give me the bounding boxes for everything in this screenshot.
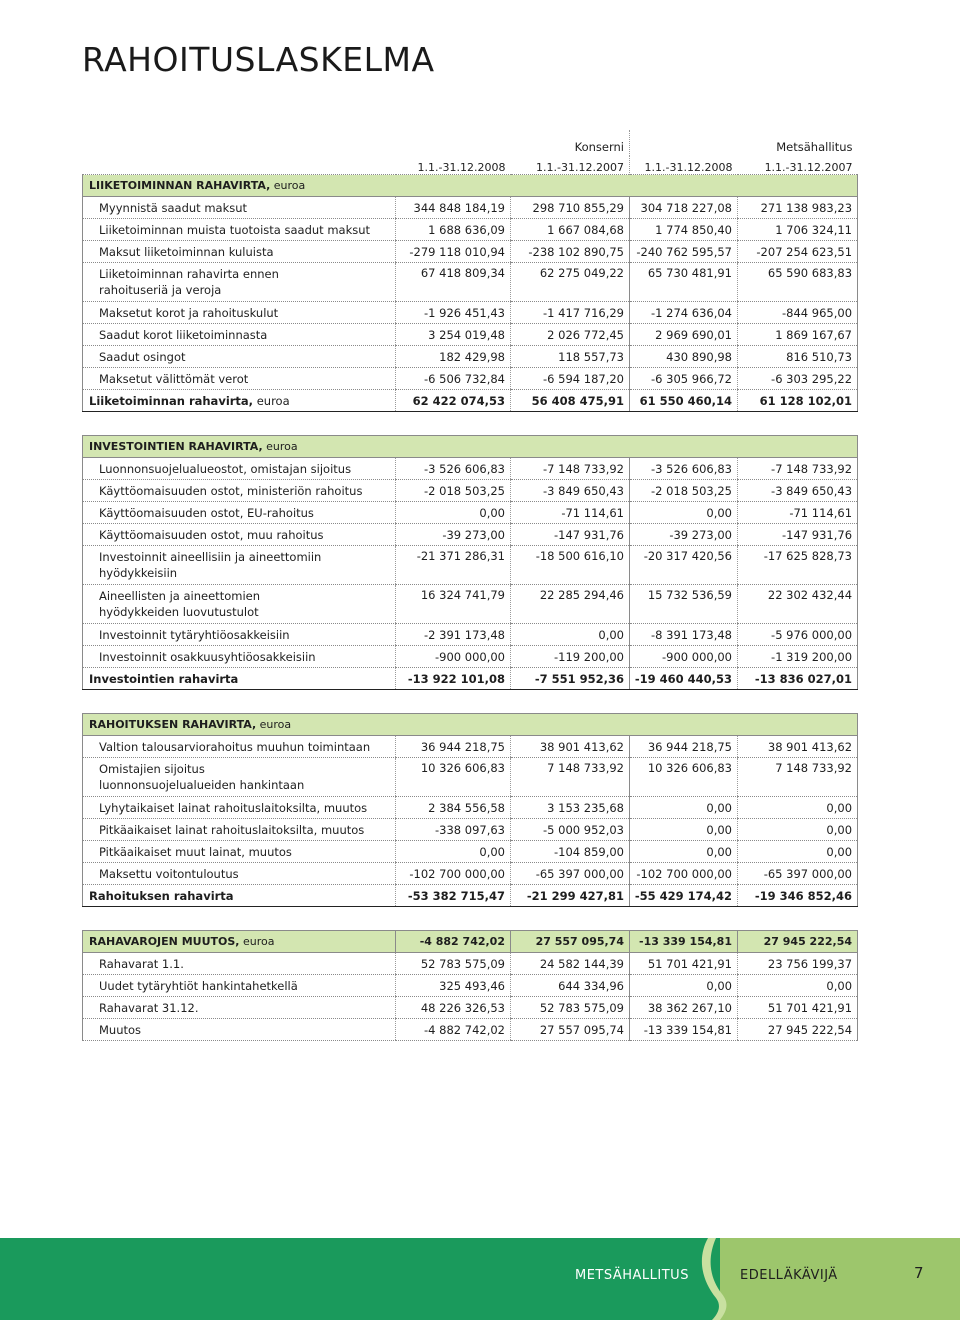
total-label <box>83 390 396 412</box>
total-value: -19 346 852,46 <box>738 885 858 907</box>
table-row <box>83 263 858 302</box>
value-cell: -65 397 000,00 <box>738 863 858 885</box>
row-label: Liiketoiminnan muista tuotoista saadut maksut <box>83 219 396 241</box>
section-header-title: INVESTOINTIEN RAHAVIRTA, <box>89 440 263 453</box>
row-label: Saadut korot liiketoiminnasta <box>83 324 396 346</box>
row-label: Aineellisten ja aineettomien hyödykkeiden luovutustulot <box>83 585 396 624</box>
value-cell: 10 326 606,83 <box>630 758 738 797</box>
value-cell: 10 326 606,83 <box>396 758 511 797</box>
table-row <box>83 346 858 368</box>
table-row <box>83 324 858 346</box>
row-label: Rahavarat 31.12. <box>83 997 396 1019</box>
value-cell: -5 976 000,00 <box>738 624 858 646</box>
table-row <box>83 502 858 524</box>
value-cell: 2 384 556,58 <box>396 797 511 819</box>
row-label: Myynnistä saadut maksut <box>83 197 396 219</box>
value-cell: -20 317 420,56 <box>630 546 738 585</box>
value-cell: 325 493,46 <box>396 975 511 997</box>
value-cell: 816 510,73 <box>738 346 858 368</box>
total-label <box>83 668 396 690</box>
section-header-value: 27 945 222,54 <box>738 931 858 953</box>
value-cell: 27 557 095,74 <box>511 1019 630 1041</box>
group-header-row <box>83 130 858 156</box>
section-header-label <box>83 175 858 197</box>
value-cell: -104 859,00 <box>511 841 630 863</box>
page-title: RAHOITUSLASKELMA <box>82 40 435 79</box>
value-cell: 48 226 326,53 <box>396 997 511 1019</box>
value-cell: -207 254 623,51 <box>738 241 858 263</box>
value-cell: 24 582 144,39 <box>511 953 630 975</box>
page-number: 7 <box>914 1264 924 1282</box>
value-cell: -102 700 000,00 <box>396 863 511 885</box>
value-cell: 0,00 <box>396 502 511 524</box>
row-label: Rahavarat 1.1. <box>83 953 396 975</box>
section-header-suffix: euroa <box>262 440 298 453</box>
total-row-operating <box>83 390 858 412</box>
total-value: -21 299 427,81 <box>511 885 630 907</box>
value-cell: -3 526 606,83 <box>630 458 738 480</box>
value-cell: 118 557,73 <box>511 346 630 368</box>
section-header-title: RAHAVAROJEN MUUTOS, <box>89 935 240 948</box>
total-label-text: Investointien rahavirta <box>89 671 239 686</box>
row-label: Maksetut välittömät verot <box>83 368 396 390</box>
value-cell: 344 848 184,19 <box>396 197 511 219</box>
value-cell: 298 710 855,29 <box>511 197 630 219</box>
value-cell: 3 254 019,48 <box>396 324 511 346</box>
section-header-value: -13 339 154,81 <box>630 931 738 953</box>
value-cell: -21 371 286,31 <box>396 546 511 585</box>
total-label-text: Rahoituksen rahavirta <box>89 888 234 903</box>
section-header-label <box>83 931 396 953</box>
value-cell: -5 000 952,03 <box>511 819 630 841</box>
row-label: Uudet tytäryhtiöt hankintahetkellä <box>83 975 396 997</box>
value-cell: 0,00 <box>630 502 738 524</box>
value-cell: 430 890,98 <box>630 346 738 368</box>
value-cell: 15 732 536,59 <box>630 585 738 624</box>
value-cell: -6 506 732,84 <box>396 368 511 390</box>
spacer-row <box>83 690 858 714</box>
value-cell: -3 849 650,43 <box>511 480 630 502</box>
value-cell: -18 500 616,10 <box>511 546 630 585</box>
value-cell: 22 302 432,44 <box>738 585 858 624</box>
table-row <box>83 863 858 885</box>
value-cell: 304 718 227,08 <box>630 197 738 219</box>
value-cell: -7 148 733,92 <box>738 458 858 480</box>
value-cell: -900 000,00 <box>630 646 738 668</box>
row-label: Pitkäaikaiset lainat rahoituslaitoksilta, muutos <box>83 819 396 841</box>
value-cell: 51 701 421,91 <box>738 997 858 1019</box>
row-label: Käyttöomaisuuden ostot, EU-rahoitus <box>83 502 396 524</box>
total-value: 62 422 074,53 <box>396 390 511 412</box>
table-row <box>83 758 858 797</box>
value-cell: 52 783 575,09 <box>396 953 511 975</box>
value-cell: 65 590 683,83 <box>738 263 858 302</box>
table-row <box>83 302 858 324</box>
row-label: Käyttöomaisuuden ostot, ministeriön rahoitus <box>83 480 396 502</box>
section-header-label <box>83 436 858 458</box>
total-row-investing <box>83 668 858 690</box>
value-cell: -65 397 000,00 <box>511 863 630 885</box>
value-cell: -147 931,76 <box>511 524 630 546</box>
value-cell: -6 594 187,20 <box>511 368 630 390</box>
table-row <box>83 1019 858 1041</box>
value-cell: -3 526 606,83 <box>396 458 511 480</box>
section-header-operating <box>83 175 858 197</box>
row-label: Investoinnit aineellisiin ja aineettomiin hyödykkeisiin <box>83 546 396 585</box>
value-cell: 1 706 324,11 <box>738 219 858 241</box>
value-cell: -7 148 733,92 <box>511 458 630 480</box>
total-label <box>83 885 396 907</box>
value-cell: 38 362 267,10 <box>630 997 738 1019</box>
value-cell: -1 926 451,43 <box>396 302 511 324</box>
value-cell: -71 114,61 <box>511 502 630 524</box>
row-label: Saadut osingot <box>83 346 396 368</box>
total-value: -55 429 174,42 <box>630 885 738 907</box>
row-label: Maksetut korot ja rahoituskulut <box>83 302 396 324</box>
value-cell: -279 118 010,94 <box>396 241 511 263</box>
section-header-title: LIIKETOIMINNAN RAHAVIRTA, <box>89 179 271 192</box>
table-row <box>83 585 858 624</box>
row-label: Investoinnit tytäryhtiöosakkeisiin <box>83 624 396 646</box>
value-cell: -2 018 503,25 <box>630 480 738 502</box>
table-row <box>83 975 858 997</box>
value-cell: 36 944 218,75 <box>396 736 511 758</box>
table-row <box>83 219 858 241</box>
value-cell: -6 303 295,22 <box>738 368 858 390</box>
value-cell: 36 944 218,75 <box>630 736 738 758</box>
table-row <box>83 997 858 1019</box>
value-cell: -71 114,61 <box>738 502 858 524</box>
value-cell: 65 730 481,91 <box>630 263 738 302</box>
value-cell: 0,00 <box>630 841 738 863</box>
row-label: Omistajien sijoitus luonnonsuojelualueiden hankintaan <box>83 758 396 797</box>
value-cell: 182 429,98 <box>396 346 511 368</box>
period-konserni-2008: 1.1.-31.12.2008 <box>417 161 506 174</box>
section-header-title: RAHOITUKSEN RAHAVIRTA, <box>89 718 257 731</box>
value-cell: -338 097,63 <box>396 819 511 841</box>
table-row <box>83 841 858 863</box>
table-row <box>83 368 858 390</box>
value-cell: -1 319 200,00 <box>738 646 858 668</box>
spacer-row <box>83 907 858 931</box>
value-cell: -39 273,00 <box>630 524 738 546</box>
value-cell: -900 000,00 <box>396 646 511 668</box>
section-header-financing <box>83 714 858 736</box>
value-cell: 0,00 <box>630 797 738 819</box>
footer-brand: METSÄHALLITUS <box>575 1268 689 1283</box>
value-cell: 38 901 413,62 <box>738 736 858 758</box>
value-cell: 0,00 <box>511 624 630 646</box>
value-cell: 0,00 <box>630 819 738 841</box>
value-cell: 67 418 809,34 <box>396 263 511 302</box>
value-cell: 0,00 <box>738 797 858 819</box>
value-cell: 2 026 772,45 <box>511 324 630 346</box>
value-cell: -844 965,00 <box>738 302 858 324</box>
table-row <box>83 458 858 480</box>
value-cell: 38 901 413,62 <box>511 736 630 758</box>
total-value: 61 128 102,01 <box>738 390 858 412</box>
value-cell: -2 391 173,48 <box>396 624 511 646</box>
value-cell: 27 945 222,54 <box>738 1019 858 1041</box>
value-cell: -13 339 154,81 <box>630 1019 738 1041</box>
value-cell: 51 701 421,91 <box>630 953 738 975</box>
value-cell: 0,00 <box>738 819 858 841</box>
row-label: Maksut liiketoiminnan kuluista <box>83 241 396 263</box>
row-label: Liiketoiminnan rahavirta ennen rahoituseriä ja veroja <box>83 263 396 302</box>
spacer-cell <box>83 907 858 931</box>
period-konserni-2007: 1.1.-31.12.2007 <box>511 156 630 175</box>
total-value: -13 836 027,01 <box>738 668 858 690</box>
value-cell: -8 391 173,48 <box>630 624 738 646</box>
value-cell: 271 138 983,23 <box>738 197 858 219</box>
value-cell: 1 667 084,68 <box>511 219 630 241</box>
section-header-suffix: euroa <box>270 179 306 192</box>
table-row <box>83 241 858 263</box>
total-label-suffix: euroa <box>253 393 290 408</box>
table-row <box>83 953 858 975</box>
row-label: Muutos <box>83 1019 396 1041</box>
section-header-change <box>83 931 858 953</box>
value-cell: -147 931,76 <box>738 524 858 546</box>
cash-flow-table <box>82 130 858 1041</box>
value-cell: -17 625 828,73 <box>738 546 858 585</box>
section-header-investing <box>83 436 858 458</box>
value-cell: 62 275 049,22 <box>511 263 630 302</box>
table-row <box>83 524 858 546</box>
value-cell: 7 148 733,92 <box>738 758 858 797</box>
value-cell: 7 148 733,92 <box>511 758 630 797</box>
section-header-value: 27 557 095,74 <box>511 931 630 953</box>
table-row <box>83 546 858 585</box>
total-label-text: Liiketoiminnan rahavirta, <box>89 393 254 408</box>
spacer-row <box>83 412 858 436</box>
total-value: 56 408 475,91 <box>511 390 630 412</box>
spacer-cell <box>83 412 858 436</box>
period-header-row <box>83 156 858 175</box>
row-label: Valtion talousarviorahoitus muuhun toimintaan <box>83 736 396 758</box>
table-row <box>83 736 858 758</box>
total-value: -19 460 440,53 <box>630 668 738 690</box>
value-cell: 2 969 690,01 <box>630 324 738 346</box>
table-row <box>83 624 858 646</box>
table-row <box>83 797 858 819</box>
section-header-suffix: euroa <box>256 718 292 731</box>
value-cell: 0,00 <box>738 975 858 997</box>
group-konserni: Konserni <box>396 130 630 156</box>
value-cell: 52 783 575,09 <box>511 997 630 1019</box>
period-metsahallitus-2007: 1.1.-31.12.2007 <box>764 161 853 174</box>
section-header-value: -4 882 742,02 <box>396 931 511 953</box>
value-cell: -6 305 966,72 <box>630 368 738 390</box>
value-cell: -1 274 636,04 <box>630 302 738 324</box>
spacer-cell <box>83 690 858 714</box>
value-cell: 23 756 199,37 <box>738 953 858 975</box>
value-cell: -238 102 890,75 <box>511 241 630 263</box>
row-label: Maksettu voitontuloutus <box>83 863 396 885</box>
value-cell: 3 153 235,68 <box>511 797 630 819</box>
value-cell: -102 700 000,00 <box>630 863 738 885</box>
table-row <box>83 197 858 219</box>
table-row <box>83 819 858 841</box>
row-label: Investoinnit osakkuusyhtiöosakkeisiin <box>83 646 396 668</box>
value-cell: 1 774 850,40 <box>630 219 738 241</box>
value-cell: 16 324 741,79 <box>396 585 511 624</box>
row-label: Luonnonsuojelualueostot, omistajan sijoitus <box>83 458 396 480</box>
row-label: Käyttöomaisuuden ostot, muu rahoitus <box>83 524 396 546</box>
value-cell: -240 762 595,57 <box>630 241 738 263</box>
table-row <box>83 646 858 668</box>
value-cell: 1 869 167,67 <box>738 324 858 346</box>
value-cell: -3 849 650,43 <box>738 480 858 502</box>
period-metsahallitus-2008: 1.1.-31.12.2008 <box>644 161 733 174</box>
section-header-label <box>83 714 858 736</box>
total-value: -7 551 952,36 <box>511 668 630 690</box>
value-cell: 1 688 636,09 <box>396 219 511 241</box>
table-row <box>83 480 858 502</box>
value-cell: -39 273,00 <box>396 524 511 546</box>
row-label: Pitkäaikaiset muut lainat, muutos <box>83 841 396 863</box>
footer-tagline: EDELLÄKÄVIJÄ <box>740 1268 838 1283</box>
group-metsahallitus: Metsähallitus <box>776 140 853 154</box>
value-cell: 0,00 <box>738 841 858 863</box>
total-row-financing <box>83 885 858 907</box>
section-header-suffix: euroa <box>239 935 275 948</box>
value-cell: 22 285 294,46 <box>511 585 630 624</box>
total-value: 61 550 460,14 <box>630 390 738 412</box>
total-value: -13 922 101,08 <box>396 668 511 690</box>
total-value: -53 382 715,47 <box>396 885 511 907</box>
value-cell: -119 200,00 <box>511 646 630 668</box>
value-cell: 0,00 <box>396 841 511 863</box>
value-cell: -1 417 716,29 <box>511 302 630 324</box>
row-label: Lyhytaikaiset lainat rahoituslaitoksilta, muutos <box>83 797 396 819</box>
value-cell: 644 334,96 <box>511 975 630 997</box>
value-cell: -4 882 742,02 <box>396 1019 511 1041</box>
value-cell: 0,00 <box>630 975 738 997</box>
value-cell: -2 018 503,25 <box>396 480 511 502</box>
